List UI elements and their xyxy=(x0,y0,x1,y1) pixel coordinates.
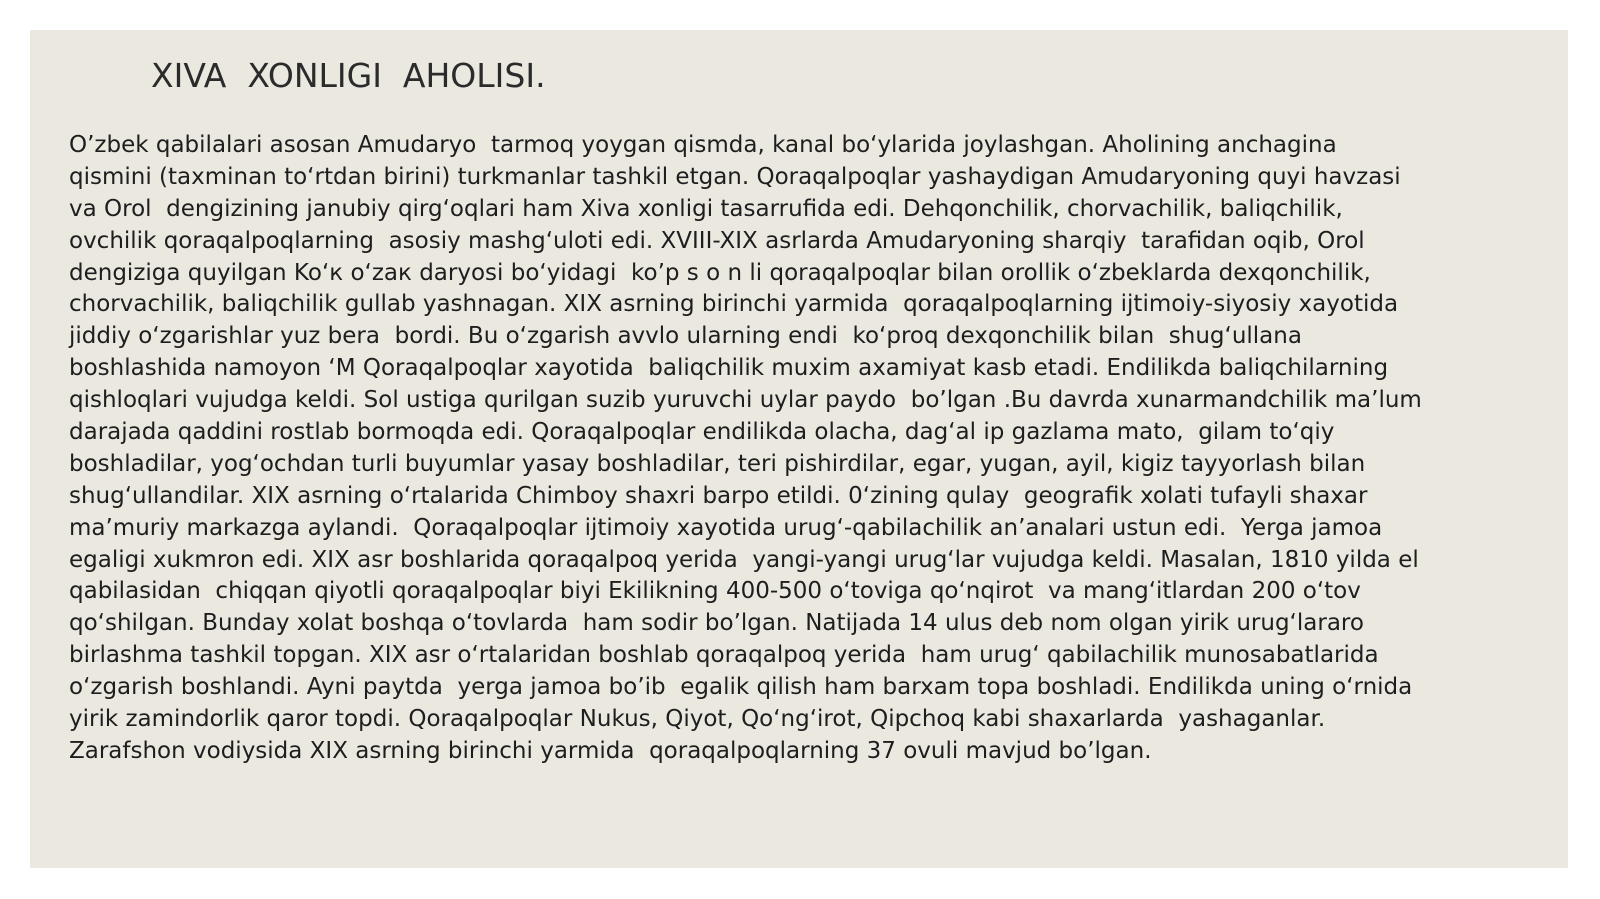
body-line: qishloqlari vujudga keldi. Sol ustiga qurilgan suzib yuruvchi uylar paydo bo’lgan .Bu davrda xunarmandchilik ma’lum xyxy=(69,387,1422,414)
body-line: jiddiy o‘zgarishlar yuz bera bordi. Bu o‘zgarish avvlo ularning endi ko‘proq dexqonchilik bilan shug‘ullana xyxy=(69,323,1302,350)
body-line: qabilasidan chiqqan qiyotli qoraqalpoqlar biyi Ekilikning 400-500 o‘toviga qo‘nqirot va mang‘itlardan 200 o‘tov xyxy=(69,578,1361,605)
body-line: boshladilar, yog‘ochdan turli buyumlar yasay boshladilar, teri pishirdilar, egar, yugan, ayil, kigiz tayyorlash bilan xyxy=(69,450,1366,477)
body-line: Zarafshon vodiysida XIX asrning birinchi yarmida qoraqalpoqlarning 37 ovuli mavjud bo’lgan. xyxy=(69,737,1152,764)
slide-body-text xyxy=(69,130,1549,768)
body-line: chorvachilik, baliqchilik gullab yashnagan. XIX asrning birinchi yarmida qoraqalpoqlarning ijtimoiy-siyosiy xayotida xyxy=(69,291,1399,318)
body-line: ma’muriy markazga aylandi. Qoraqalpoqlar ijtimoiy xayotida urug‘-qabilachilik an’analari ustun edi. Yerga jamoa xyxy=(69,514,1383,541)
body-line: shug‘ullandilar. XIX asrning o‘rtalarida Chimboy shaxri barpo etildi. 0‘zining qulay geografik xolati tufayli shaxar xyxy=(69,482,1368,509)
slide-title: XIVA XONLIGI AHOLISI. xyxy=(151,56,546,95)
body-line: qismini (taxminan to‘rtdan birini) turkmanlar tashkil etgan. Qoraqalpoqlar yashaydigan Amudaryoning quyi havzasi xyxy=(69,163,1401,190)
body-line: O’zbek qabilalari asosan Amudaryo tarmoq yoygan qismda, kanal bo‘ylarida joylashgan. Aholining anchagina xyxy=(69,132,1337,158)
body-line: ovchilik qoraqalpoqlarning asosiy mashg‘uloti edi. XVIII-XIX asrlarda Amudaryoning sharqiy tarafidan oqib, Orol xyxy=(69,227,1365,254)
body-line: dengiziga quyilgan Ko‘к o‘zaк daryosi bo‘yidagi ko’p s o n li qoraqalpoqlar bilan orollik o‘zbeklarda dexqonchilik, xyxy=(69,259,1371,286)
body-line: darajada qaddini rostlab bormoqda edi. Qoraqalpoqlar endilikda olacha, dag‘al ip gazlama mato, gilam to‘qiy xyxy=(69,419,1335,446)
body-line: yirik zamindorlik qaror topdi. Qoraqalpoqlar Nukus, Qiyot, Qo‘ng‘irot, Qipchoq kabi shaxarlarda yashaganlar. xyxy=(69,706,1326,733)
body-line: o‘zgarish boshlandi. Ayni paytda yerga jamoa bo’ib egalik qilish ham barxam topa boshladi. Endilikda uning o‘rnida xyxy=(69,674,1413,701)
body-line: boshlashida namoyon ‘M Qoraqalpoqlar xayotida baliqchilik muxim axamiyat kasb etadi. Endilikda baliqchilarning xyxy=(69,355,1389,382)
body-line: birlashma tashkil topgan. XIX asr o‘rtalaridan boshlab qoraqalpoq yerida ham urug‘ qabilachilik munosabatlarida xyxy=(69,642,1379,669)
body-line: qo‘shilgan. Bunday xolat boshqa o‘tovlarda ham sodir bo’lgan. Natijada 14 ulus deb nom olgan yirik urug‘lararo xyxy=(69,610,1364,637)
body-line: egaligi xukmron edi. XIX asr boshlarida qoraqalpoq yerida yangi-yangi urug‘lar vujudga keldi. Masalan, 1810 yilda el xyxy=(69,546,1419,573)
body-line: va Orol dengizining janubiy qirg‘oqlari ham Xiva xonligi tasarrufida edi. Dehqonchilik, chorvachilik, baliqchilik, xyxy=(69,195,1343,222)
slide xyxy=(30,30,1568,868)
